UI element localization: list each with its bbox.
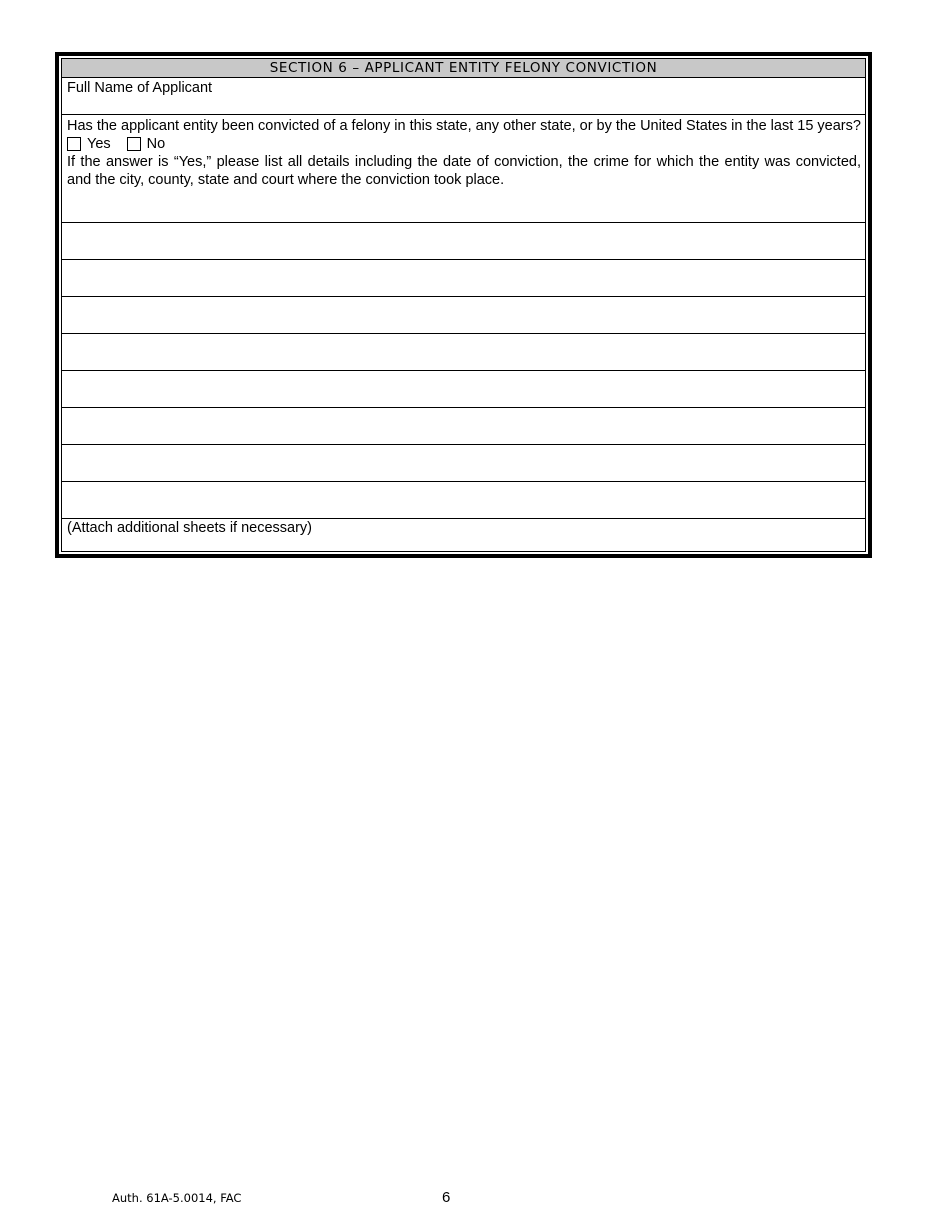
details-line-6[interactable] <box>62 408 865 445</box>
full-name-label: Full Name of Applicant <box>67 80 213 96</box>
no-label: No <box>146 136 166 152</box>
form-table <box>61 58 866 552</box>
felony-question-block <box>62 115 865 223</box>
details-line-3[interactable] <box>62 297 865 334</box>
felony-question-text: Has the applicant entity been convicted of a felony in this state, any other state, or by the United States in the last 15 years? <box>67 118 861 134</box>
no-option[interactable] <box>127 135 166 153</box>
answer-options <box>67 135 861 153</box>
yes-checkbox[interactable] <box>67 137 81 151</box>
yes-option[interactable] <box>67 135 111 153</box>
yes-label: Yes <box>87 136 111 152</box>
no-checkbox[interactable] <box>127 137 141 151</box>
section-title: SECTION 6 – APPLICANT ENTITY FELONY CONVICTION <box>62 59 865 78</box>
details-line-1[interactable] <box>62 223 865 260</box>
details-line-5[interactable] <box>62 371 865 408</box>
details-line-7[interactable] <box>62 445 865 482</box>
section-6-form <box>55 52 872 558</box>
footer-authority: Auth. 61A-5.0014, FAC <box>112 1191 242 1205</box>
attach-note-row <box>62 519 865 556</box>
full-name-field[interactable] <box>62 78 865 115</box>
attach-note: (Attach additional sheets if necessary) <box>67 520 313 536</box>
conviction-instructions: If the answer is “Yes,” please list all details including the date of conviction, the crime for which the entity was convicted, and the city, county, state and court where the conviction took place. <box>67 154 861 188</box>
page-number: 6 <box>442 1189 451 1206</box>
details-line-4[interactable] <box>62 334 865 371</box>
details-line-2[interactable] <box>62 260 865 297</box>
details-line-8[interactable] <box>62 482 865 519</box>
